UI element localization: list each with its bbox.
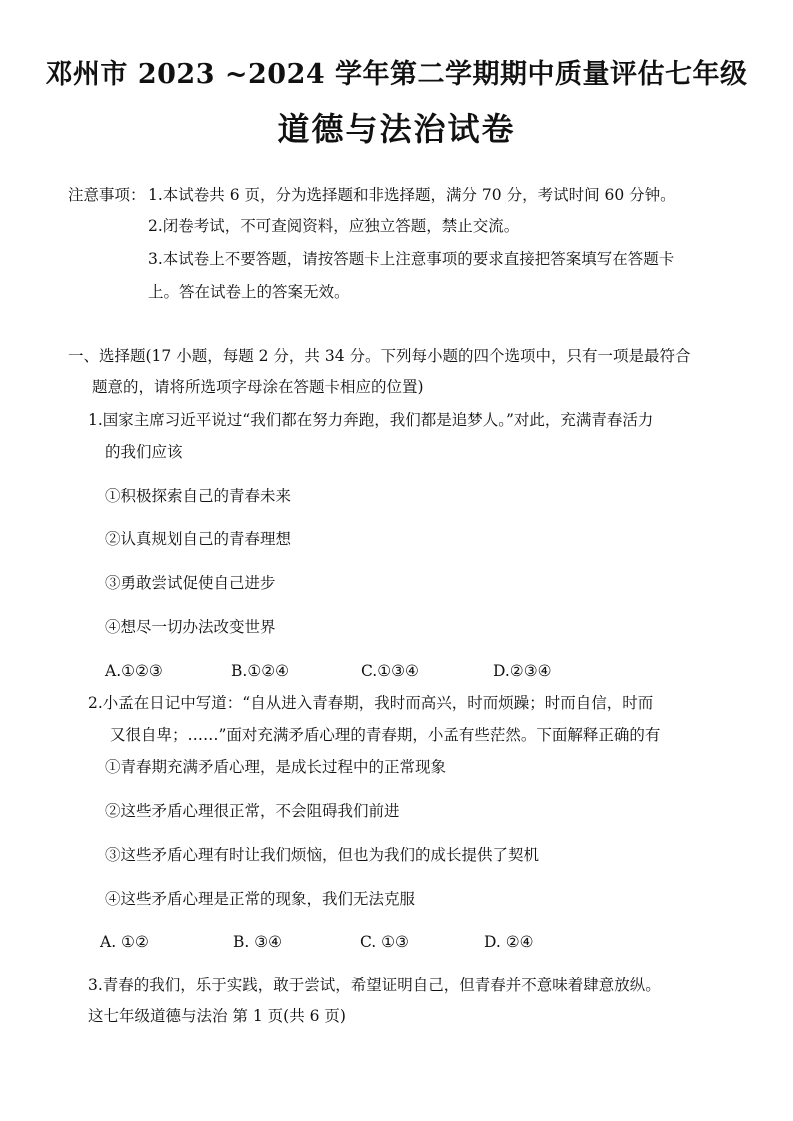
- page-footer: 这七年级道德与法治 第 1 页(共 6 页): [88, 1007, 346, 1025]
- q1-option-c: C.①③④: [361, 662, 419, 680]
- q2-statement-3: ③这些矛盾心理有时让我们烦恼，但也为我们的成长提供了契机: [105, 846, 540, 864]
- q1-stem-line2: 的我们应该: [105, 443, 183, 461]
- exam-title-line2: 道德与法治试卷: [277, 110, 516, 148]
- q1-statement-1: ①积极探索自己的青春未来: [105, 487, 292, 505]
- notice-label: 注意事项：: [68, 186, 146, 204]
- q2-option-a: A. ①②: [100, 933, 149, 951]
- notice-item-2: 2.闭卷考试，不可查阅资料，应独立答题，禁止交流。: [148, 217, 520, 235]
- section-heading-line2: 题意的，请将所选项字母涂在答题卡相应的位置): [92, 378, 424, 396]
- section-heading-line1: 一、选择题(17 小题，每题 2 分，共 34 分。下列每小题的四个选项中，只有一项是最符合: [68, 347, 691, 365]
- q2-option-b: B. ③④: [233, 933, 283, 951]
- notice-item-1: 1.本试卷共 6 页，分为选择题和非选择题，满分 70 分，考试时间 60 分钟。: [148, 186, 676, 204]
- q2-stem-line2: 又很自卑；……”面对充满矛盾心理的青春期，小孟有些茫然。下面解释正确的有: [110, 726, 661, 744]
- q1-statement-2: ②认真规划自己的青春理想: [105, 530, 292, 548]
- q1-statement-3: ③勇敢尝试促使自己进步: [105, 574, 276, 592]
- q2-statement-4: ④这些矛盾心理是正常的现象，我们无法克服: [105, 890, 416, 908]
- notice-item-3-line2: 上。答在试卷上的答案无效。: [148, 283, 350, 301]
- exam-title-line1: 邓州市 2023 ~2024 学年第二学期期中质量评估七年级: [45, 59, 748, 90]
- q1-option-d: D.②③④: [493, 662, 552, 680]
- notice-item-3-line1: 3.本试卷上不要答题，请按答题卡上注意事项的要求直接把答案填写在答题卡: [148, 250, 675, 268]
- q1-statement-4: ④想尽一切办法改变世界: [105, 618, 276, 636]
- q3-stem-line1: 3.青春的我们，乐于实践，敢于尝试，希望证明自己，但青春并不意味着肆意放纵。: [88, 976, 661, 994]
- q2-statement-2: ②这些矛盾心理很正常，不会阻碍我们前进: [105, 802, 400, 820]
- q2-option-c: C. ①③: [360, 933, 409, 951]
- q1-option-a: A.①②③: [105, 662, 163, 680]
- q1-option-b: B.①②④: [231, 662, 290, 680]
- q1-stem-line1: 1.国家主席习近平说过“我们都在努力奔跑，我们都是追梦人。”对此，充满青春活力: [88, 411, 654, 429]
- q2-option-d: D. ②④: [484, 933, 534, 951]
- q2-stem-line1: 2.小孟在日记中写道：“自从进入青春期，我时而高兴，时而烦躁；时而自信，时而: [88, 694, 654, 712]
- q2-statement-1: ①青春期充满矛盾心理，是成长过程中的正常现象: [105, 758, 447, 776]
